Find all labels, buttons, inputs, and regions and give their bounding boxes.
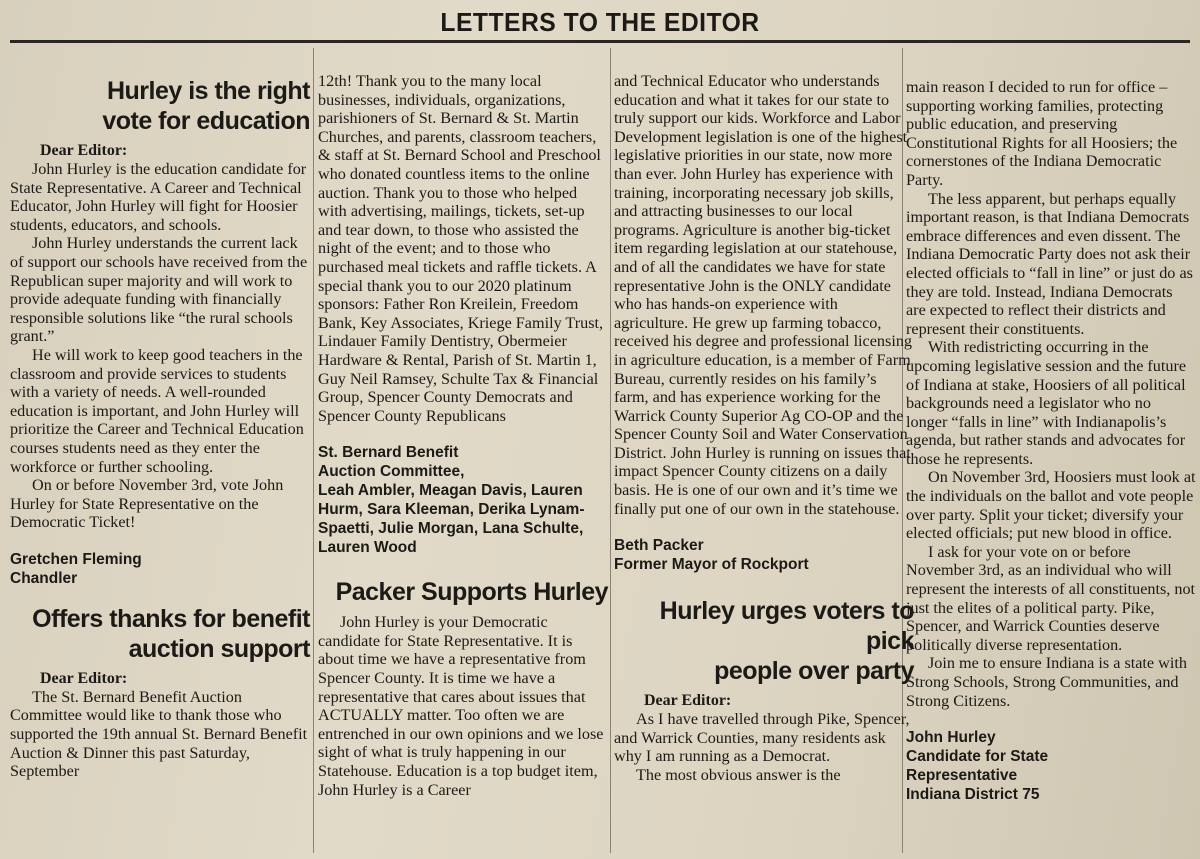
letter3-signature	[614, 536, 914, 574]
letter4-paragraph: On November 3rd, Hoosiers must look at the individuals on the ballot and vote people over party. Split your ticket; diversify your elected officials; put new blood in office.	[906, 468, 1196, 543]
letter4-signature-name: John Hurley	[906, 729, 996, 747]
letter4-paragraph: Join me to ensure Indiana is a state with Strong Schools, Strong Communities, and Strong Citizens.	[906, 654, 1187, 710]
section-masthead	[10, 4, 1190, 43]
letter4-paragraph: I ask for your vote on or before November 3rd, as an individual who will represent the interests of all constituents, not just the elites of a political party. Pike, Spencer, and Warrick Counties deserve politically diverse representation.	[906, 542, 1196, 654]
section-title: LETTERS TO THE EDITOR	[440, 7, 760, 37]
letter2-paragraph-continued: 12th! Thank you to the many local businesses, individuals, organizations, parishioners of St. Bernard & St. Martin Churches, and parents, classroom teachers, & staff at St. Bernard School and Preschool who donated countless items to the online auction. Thank you to those who helped with advertising, mailings, tickets, set-up and tear down, to those who assisted the night of the event; and to those who purchased meal tickets and raffle tickets. A special thank you to our 2020 platinum sponsors: Father Ron Kreilein, Freedom Bank, Key Associates, Kriege Family Trust, Lindauer Family Dentistry, Obermeier Hardware & Rental, Parish of St. Martin 1, Guy Neil Ramsey, Schulte Tax & Financial Group, Spencer County Democrats and Spencer County Republicans	[318, 72, 604, 425]
letter2-signature-names: Leah Ambler, Meagan Davis, Lauren Hurm, Sara Kleeman, Derika Lynam-Spaetti, Julie Morgan, Lana Schulte, Lauren Wood	[318, 482, 585, 557]
column-rule	[610, 48, 611, 853]
letter2-signature-line: St. Bernard Benefit	[318, 444, 459, 462]
letter1-signature	[10, 550, 310, 588]
letter1-headline-line1: Hurley is the right	[106, 77, 310, 105]
letter4-signature-line: Candidate for State	[906, 748, 1049, 766]
letter4-headline	[614, 596, 914, 686]
column-3	[614, 72, 914, 785]
letter1-headline	[10, 76, 310, 136]
letter4-headline-line2: people over party	[714, 657, 914, 686]
letter2-headline-line2: auction support	[128, 634, 310, 663]
letter3-headline-line: Packer Supports Hurley	[335, 578, 608, 607]
letter2-headline	[10, 604, 310, 664]
letter3-paragraph: John Hurley is your Democratic candidate for State Representative. It is about time we have a representative from Spencer County. It is time we have a representative that cares about issues that ACTUALLY matter. Too often we are entrenched in our own opinions and we lose sight of what is truly happening in our Statehouse. Education is a top budget item, John Hurley is a Career	[318, 613, 604, 799]
letter1-signature-name: Gretchen Fleming	[10, 550, 142, 568]
letter2-signature-line: Auction Committee,	[318, 463, 465, 481]
letter2-paragraph: The St. Bernard Benefit Auction Committee would like to thank those who supported the 19th annual St. Bernard Benefit Auction & Dinner this past Saturday, September	[10, 687, 308, 781]
letter1-paragraph: On or before November 3rd, vote John Hurley for State Representative on the Democratic Ticket!	[10, 476, 284, 532]
letter2-salutation: Dear Editor:	[40, 669, 128, 687]
letter4-paragraph: The less apparent, but perhaps equally important reason, is that Indiana Democrats embrace differences and even dissent. The Indiana Democratic Party does not ask their elected officials to “fall in line” or just do as they are told. Instead, Indiana Democrats are expected to reflect their districts and represent their constituents.	[906, 189, 1193, 338]
letter1-headline-line2: vote for education	[102, 107, 310, 135]
letter1-salutation: Dear Editor:	[40, 142, 128, 159]
letter1-paragraph: He will work to keep good teachers in the classroom and provide services to students with a variety of needs. A well-rounded education is important, and John Hurley will prioritize the Career and Technical Education courses students need as they enter the workforce or further schooling.	[10, 345, 304, 476]
letter4-paragraph: With redistricting occurring in the upcoming legislative session and the future of Indiana at stake, Hoosiers of all political backgrounds need a legislator who no longer “falls in line” with Indianapolis’s agenda, but rather stands and advocates for those he represents.	[906, 338, 1187, 468]
letter4-salutation: Dear Editor:	[644, 692, 732, 710]
letter4-paragraph: As I have travelled through Pike, Spencer, and Warrick Counties, many residents ask why I am running as a Democrat.	[614, 710, 910, 766]
letter4-signature-line: Indiana District 75	[906, 786, 1040, 804]
column-4	[906, 78, 1196, 804]
column-rule	[313, 48, 314, 853]
letter3-signature-title: Former Mayor of Rockport	[614, 556, 809, 574]
letter2-signature	[318, 443, 608, 557]
letter3-headline	[318, 577, 608, 607]
letter4-paragraph: The most obvious answer is the	[636, 766, 841, 785]
letter3-paragraph-continued: and Technical Educator who understands education and what it takes for our state to truly support our kids. Workforce and Labor Development legislation is one of the highest legislative priorities in our state, now more than ever. John Hurley has experience with training, incorporating necessary job skills, and attracting businesses to our local programs. Agriculture is another big-ticket item regarding legislation at our statehouse, and of all the candidates we have for state representative John is the ONLY candidate who has hands-on experience with agriculture. He grew up farming tobacco, received his degree and professional licensing in agriculture education, is a member of Farm Bureau, currently resides on his family’s farm, and has experience working for the Warrick County Superior Ag CO-OP and the Spencer County Soil and Water Conservation District. John Hurley is running on issues that impact Spencer County citizens on a daily basis. He is one of our own and it’s time we finally put one of our own in the statehouse.	[614, 72, 913, 518]
letter3-signature-name: Beth Packer	[614, 537, 704, 555]
letter1-paragraph: John Hurley understands the current lack of support our schools have received from the Republican super majority and will work to provide adequate funding with financially responsible solutions like “the rural schools grant.”	[10, 234, 308, 346]
letter4-headline-line1: Hurley urges voters to pick	[659, 597, 914, 656]
letter4-paragraph-continued: main reason I decided to run for office – supporting working families, protecting public education, and preserving Constitutional Rights for all Hoosiers; the cornerstones of the Indiana Democratic Party.	[906, 78, 1178, 189]
letter4-signature	[906, 728, 1196, 804]
letter2-headline-line1: Offers thanks for benefit	[32, 604, 310, 633]
column-1	[10, 76, 310, 781]
letter1-signature-town: Chandler	[10, 569, 78, 587]
letter4-signature-line: Representative	[906, 767, 1018, 785]
letter1-paragraph: John Hurley is the education candidate for State Representative. A Career and Technical Educator, John Hurley will fight for Hoosier students, educators, and schools.	[10, 160, 307, 234]
column-2	[318, 72, 608, 799]
